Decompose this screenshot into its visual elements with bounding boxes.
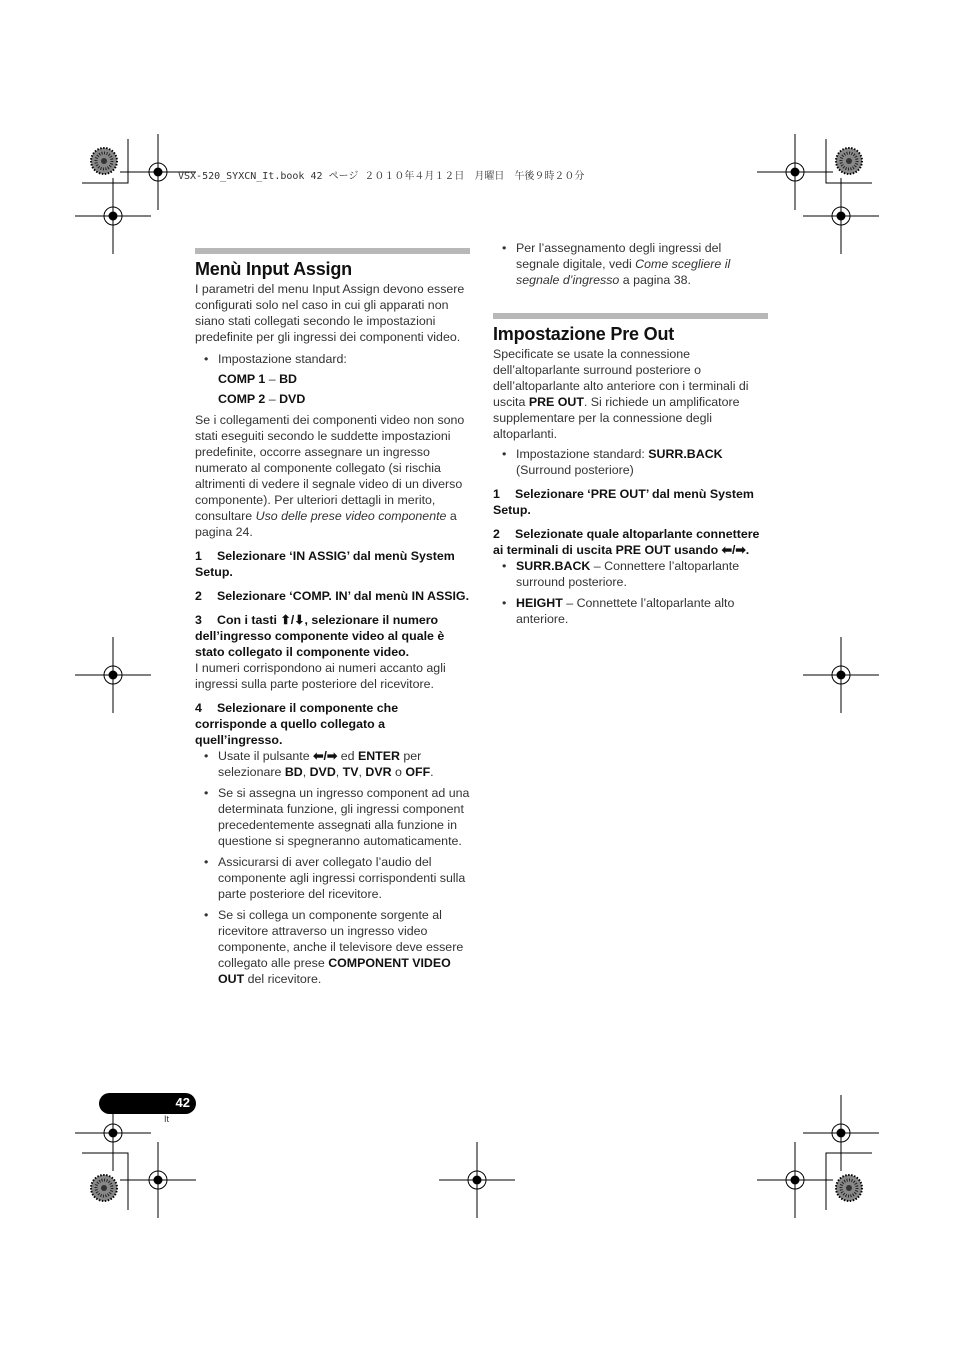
print-file-info: VSX-520_SYXCN_It.book 42 ページ ２０１０年４月１２日 月曜日 午後９時２０分: [178, 171, 585, 182]
option-surr-back: • SURR.BACK – Connettere l’altoparlante surround posteriore.: [493, 558, 768, 590]
registration-cross-icon: [803, 637, 879, 713]
registration-star-icon: [91, 148, 117, 174]
page-number: 42: [175, 1095, 190, 1110]
step-3: 3 Con i tasti ⬆/⬇, selezionare il numero dell’ingresso componente video al quale è stato collegato il componente video.: [195, 613, 445, 659]
registration-cross-icon: [757, 134, 833, 210]
bullet-auto-off: • Se si assegna un ingresso component ad una determinata funzione, gli ingressi component precedentemente assegnati alla funzione in questione si spegneranno automaticamente.: [195, 785, 470, 849]
section-rule: [493, 313, 768, 319]
left-column: [195, 248, 470, 987]
pre-out-intro: Specificate se usate la connessione dell’altoparlante surround posteriore o dell’altoparlante alto anteriore con i terminali di uscita PRE OUT. Si richiede un amplificatore supplementare per la connessione degli altoparlanti.: [493, 347, 749, 441]
step-2: 2 Selezionare ‘COMP. IN’ dal menù IN ASSIG.: [195, 589, 470, 603]
step-1: 1 Selezionare ‘IN ASSIG’ dal menù System Setup.: [195, 549, 455, 579]
registration-star-icon: [836, 1175, 862, 1201]
registration-star-icon: [836, 148, 862, 174]
default-comp2: COMP 2 – DVD: [218, 392, 306, 406]
default-bullet: • Impostazione standard:: [195, 351, 470, 367]
registration-star-icon: [91, 1175, 117, 1201]
step-4: 4 Selezionare il componente che corrisponde a quello collegato a quell’ingresso.: [195, 701, 399, 747]
bullet-digital-input: • Per l’assegnamento degli ingressi del segnale digitale, vedi Come scegliere il segnale d’ingresso a pagina 38.: [493, 240, 768, 288]
section-rule: [195, 248, 470, 254]
intro-paragraph: I parametri del menu Input Assign devono essere configurati solo nel caso in cui gli apparati non siano stati collegati secondo le impostazioni predefinite per gli ingressi dei componenti video.: [195, 282, 465, 344]
registration-cross-icon: [439, 1142, 515, 1218]
pre-out-default: • Impostazione standard: SURR.BACK (Surround posteriore): [493, 446, 768, 478]
bullet-audio: • Assicurarsi di aver collegato l’audio del componente agli ingressi corrispondenti sulla parte posteriore del ricevitore.: [195, 854, 470, 902]
default-comp1: COMP 1 – BD: [218, 372, 298, 386]
registration-cross-icon: [803, 178, 879, 254]
mismatch-paragraph: Se i collegamenti dei componenti video non sono stati eseguiti secondo le suddette impostazioni predefinite, occorre assegnare un ingresso numerato al componente collegato (si rischia altrimenti di vedere il segnale video di un diverso componente). Per ulteriori dettagli in merito, consultare Uso delle prese video componente a pagina 24.: [195, 413, 465, 539]
registration-cross-icon: [75, 637, 151, 713]
pre-out-step-2: 2 Selezionate quale altoparlante connettere ai terminali di uscita PRE OUT usando ⬅/➡.: [493, 527, 760, 557]
registration-cross-icon: [803, 1095, 879, 1171]
pre-out-step-1: 1 Selezionare ‘PRE OUT’ dal menù System Setup.: [493, 487, 754, 517]
right-column: [493, 240, 768, 627]
language-code: It: [164, 1114, 170, 1124]
registration-cross-icon: [120, 1142, 196, 1218]
registration-cross-icon: [75, 178, 151, 254]
registration-cross-icon: [757, 1142, 833, 1218]
bullet-tv-connection: • Se si collega un componente sorgente al ricevitore attraverso un ingresso video componente, anche il televisore deve essere collegato alle prese COMPONENT VIDEO OUT del ricevitore.: [195, 907, 470, 987]
option-height: • HEIGHT – Connettete l’altoparlante alto anteriore.: [493, 595, 768, 627]
section-title-input-assign: Menù Input Assign: [195, 259, 352, 279]
step-3-note: I numeri corrispondono ai numeri accanto agli ingressi sulla parte posteriore del ricevitore.: [195, 661, 446, 691]
section-title-pre-out: Impostazione Pre Out: [493, 324, 675, 344]
bullet-select-component: • Usate il pulsante ⬅/➡ ed ENTER per selezionare BD, DVD, TV, DVR o OFF.: [195, 748, 470, 780]
